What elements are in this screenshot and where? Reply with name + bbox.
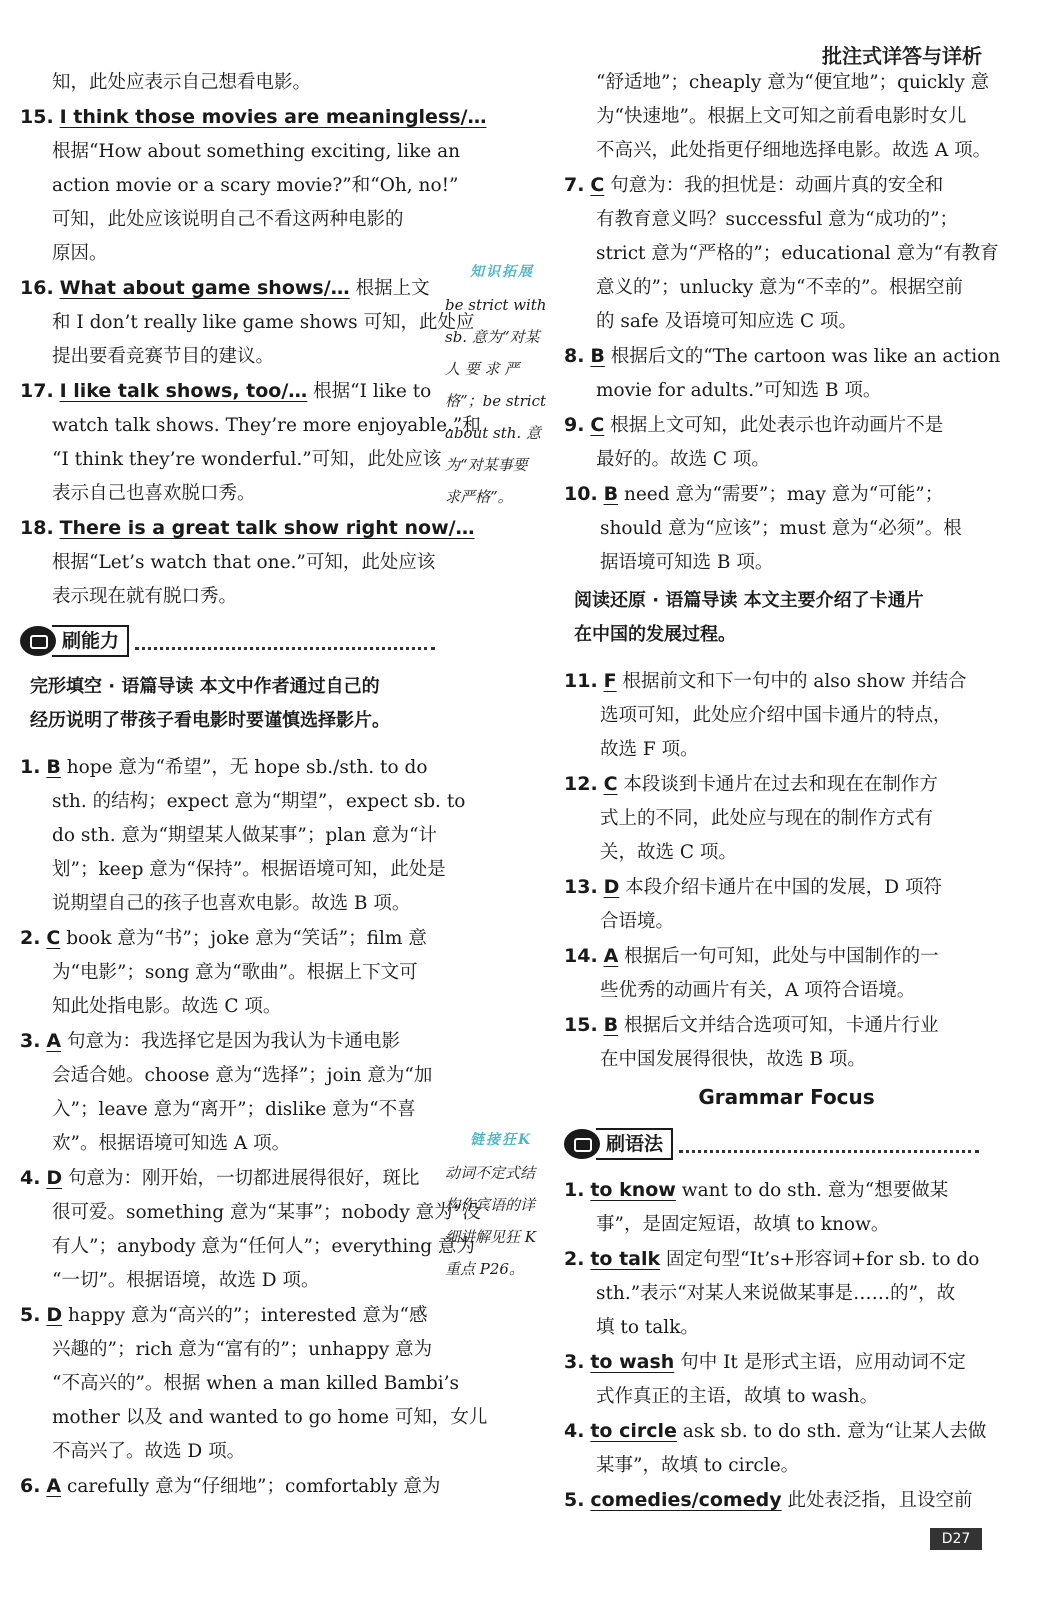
explanation-text: 为“电影”；song 意为“歌曲”。根据上下文可 [52,962,418,983]
margin-note-line: 为“对某事要 [445,456,528,474]
text-line [564,546,979,580]
explanation-text: 些优秀的动画片有关，A 项符合语境。 [600,980,916,1001]
section-badge [20,624,435,658]
text-line [20,853,446,887]
item-number: 2. [20,927,41,949]
text-line [564,237,999,271]
answer-item [564,1008,979,1043]
text-line [564,836,979,870]
text-line [20,477,435,511]
answer-text: A [46,1475,62,1497]
answer-text: F [603,670,617,692]
text-line [20,887,435,921]
explanation-text: 根据“I like to [313,381,432,402]
text-line [20,409,481,443]
item-number: 12. [564,773,598,795]
item-number: 18. [20,517,54,539]
explanation-text: book 意为“书”；joke 意为“笑话”；film 意 [66,928,427,949]
answer-item [20,511,475,546]
explanation-text: 本段介绍卡通片在中国的发展，D 项符 [625,877,942,898]
text-line [20,135,461,169]
section-description: 在中国的发展过程。 [574,624,736,645]
explanation-text: 表示自己也喜欢脱口秀。 [52,483,256,504]
answer-item [564,1483,979,1518]
text-line [564,974,979,1008]
answer-text: to talk [590,1248,661,1270]
explanation-text: “舒适地”；cheaply 意为“便宜地”；quickly 意 [596,72,990,93]
text-line [20,580,435,614]
explanation-text: “I think they’re wonderful.”可知，此处应该 [52,449,442,470]
answer-text: D [603,876,620,898]
section-badge [564,1127,979,1161]
explanation-text: 提出要看竞赛节目的建议。 [52,346,275,367]
text-line [20,1264,435,1298]
item-number: 6. [20,1475,41,1497]
answer-text: A [46,1030,62,1052]
text-line [20,1127,435,1161]
margin-note-title: 链接狂K [470,1132,533,1148]
text-line [20,546,435,580]
margin-note-line: 人 要 求 严 [445,360,520,378]
margin-note-line: 细讲解见狂 K [445,1228,536,1246]
answer-item [564,168,979,203]
text-line [564,305,979,339]
text-line [20,237,435,271]
text-line [564,374,979,408]
text-line [564,699,979,733]
explanation-text: sth.”表示“对某人来说做某事是……的”，故 [596,1283,956,1304]
explanation-text: carefully 意为“仔细地”；comfortably 意为 [66,1476,441,1497]
book-icon [20,626,56,656]
explanation-text: should 意为“应该”；must 意为“必须”。根 [600,518,962,539]
explanation-text: 根据上文 [355,278,430,299]
explanation-text: 句中 It 是形式主语，应用动词不定 [680,1352,966,1373]
text-line [564,1277,979,1311]
explanation-text: 说期望自己的孩子也喜欢电影。故选 B 项。 [52,893,411,914]
explanation-text: 式上的不同，此处应与现在的制作方式有 [600,808,934,829]
answer-text: C [46,927,61,949]
answer-item [20,1161,435,1196]
text-line [564,802,979,836]
answer-item [20,921,435,956]
item-number: 5. [564,1489,585,1511]
answer-text: What about game shows/… [59,277,350,299]
header-title: 批注式详答与详析 [822,44,982,68]
answer-text: C [603,773,618,795]
explanation-text: 此处表泛指，且设空前 [787,1490,973,1511]
margin-note-line: 格”；be strict [445,392,547,410]
text-line [564,1311,979,1345]
answer-text: B [603,1014,619,1036]
item-number: 1. [20,756,41,778]
page-number: D27 [930,1528,982,1550]
answer-text: C [590,414,605,436]
answer-text: to wash [590,1351,675,1373]
answer-text: comedies/comedy [590,1489,782,1511]
explanation-text: 欢”。根据语境可知选 A 项。 [52,1133,291,1154]
answer-text: to circle [590,1420,677,1442]
explanation-text: happy 意为“高兴的”；interested 意为“感 [68,1305,428,1326]
answer-text: A [603,945,619,967]
explanation-text: 很可爱。something 意为“某事”；nobody 意为“没 [52,1202,481,1223]
explanation-text: 的 safe 及语境可知应选 C 项。 [596,311,857,332]
section-intro [30,670,435,738]
explanation-text: do sth. 意为“期望某人做某事”；plan 意为“计 [52,825,437,846]
text-line [564,512,979,546]
explanation-text: 句意为：刚开始，一切都进展得很好，斑比 [68,1168,420,1189]
answer-text: B [603,483,619,505]
item-number: 11. [564,670,598,692]
answer-item [20,1298,435,1333]
explanation-text: mother 以及 and wanted to go home 可知，女儿 [52,1407,488,1428]
section-intro-line [574,584,979,618]
explanation-text: 根据后文并结合选项可知，卡通片行业 [623,1015,939,1036]
section-description: 本文主要介绍了卡通片 [743,590,924,611]
section-description: 本文中作者通过自己的 [199,676,380,697]
right-column [564,66,1001,1518]
text-line [20,1367,460,1401]
item-number: 7. [564,174,585,196]
explanation-text: 根据前文和下一句中的 also show 并结合 [622,671,967,692]
explanation-text: 式作真正的主语，故填 to wash。 [596,1386,879,1407]
explanation-text: 合语境。 [600,911,675,932]
dotted-divider [679,1136,979,1153]
explanation-text: 故选 F 项。 [600,739,699,760]
explanation-text: need 意为“需要”；may 意为“可能”； [623,484,944,505]
explanation-text: 根据后一句可知，此处与中国制作的一 [624,946,939,967]
explanation-text: action movie or a scary movie?”和“Oh, no!” [52,175,459,196]
item-number: 15. [20,106,54,128]
item-number: 14. [564,945,598,967]
margin-note-line: be strict with [445,296,547,314]
item-number: 4. [20,1167,41,1189]
explanation-text: 划”；keep 意为“保持”。根据语境可知，此处是 [52,859,446,880]
margin-note-line: 构作宾语的详 [445,1196,536,1214]
text-line [564,1380,979,1414]
explanation-text: 知此处指电影。故选 C 项。 [52,996,282,1017]
section-label: 完形填空 · 语篇导读 [30,676,194,697]
margin-notes-column [445,255,557,1285]
answer-item [564,870,979,905]
item-number: 5. [20,1304,41,1326]
section-intro-line [30,704,435,738]
explanation-text: 意义的”；unlucky 意为“不幸的”。根据空前 [596,277,963,298]
explanation-text: 据语境可知选 B 项。 [600,552,774,573]
explanation-text: 某事”，故填 to circle。 [596,1455,800,1476]
answer-text: I like talk shows, too/… [59,380,308,402]
explanation-text: 本段谈到卡通片在过去和现在在制作方 [623,774,938,795]
text-line [20,1093,435,1127]
book-icon [564,1129,600,1159]
explanation-text: want to do sth. 意为“想要做某 [681,1180,949,1201]
answer-item [20,1024,435,1059]
explanation-text: 可知，此处应该说明自己不看这两种电影的 [52,209,404,230]
answer-text: D [46,1304,63,1326]
text-line [564,100,979,134]
answer-item [564,664,979,699]
text-line [20,340,435,374]
explanation-text: 有人”；anybody 意为“任何人”；everything 意为 [52,1236,475,1257]
badge-label: 刷语法 [596,1128,673,1160]
answer-item [20,374,435,409]
text-line [20,169,459,203]
explanation-text: 根据“How about something exciting, like an [52,141,461,162]
answer-item [20,1469,441,1504]
section-intro-line [30,670,435,704]
text-line [564,66,990,100]
explanation-text: 选项可知，此处应介绍中国卡通片的特点， [600,705,952,726]
section-label: 阅读还原 · 语篇导读 [574,590,738,611]
margin-note-line: 动词不定式结 [445,1164,536,1182]
text-line [564,1208,979,1242]
answer-text: There is a great talk show right now/… [59,517,475,539]
badge-label: 刷能力 [52,625,129,657]
text-line [20,785,466,819]
item-number: 1. [564,1179,585,1201]
item-number: 4. [564,1420,585,1442]
answer-item [564,408,979,443]
explanation-text: ask sb. to do sth. 意为“让某人去做 [682,1421,987,1442]
item-number: 16. [20,277,54,299]
margin-note-line: 重点 P26。 [445,1260,524,1278]
text-line [20,956,435,990]
answer-text: to know [590,1179,676,1201]
grammar-focus-title: Grammar Focus [698,1085,875,1109]
text-line [564,905,979,939]
text-line [20,1333,435,1367]
explanation-text: 根据后文的“The cartoon was like an action [610,346,1001,367]
text-line [20,819,435,853]
item-number: 8. [564,345,585,367]
explanation-text: hope 意为“希望”，无 hope sb./sth. to do [66,757,428,778]
answer-item [564,1173,979,1208]
explanation-text: 关，故选 C 项。 [600,842,737,863]
answer-item [20,271,435,306]
explanation-text: strict 意为“严格的”；educational 意为“有教育 [596,243,999,264]
item-number: 15. [564,1014,598,1036]
text-line [20,990,435,1024]
explanation-text: 表示现在就有脱口秀。 [52,586,238,607]
explanation-text: 根据上文可知，此处表示也许动画片不是 [610,415,944,436]
item-number: 13. [564,876,598,898]
explanation-text: 有教育意义吗？successful 意为“成功的”； [596,209,959,230]
answer-text: B [46,756,61,778]
explanation-text: sth. 的结构；expect 意为“期望”，expect sb. to [52,791,466,812]
answer-item [564,1345,979,1380]
answer-item [564,1414,987,1449]
explanation-text: 原因。 [52,243,108,264]
text-line [564,271,979,305]
answer-item [564,339,1001,374]
explanation-text: 兴趣的”；rich 意为“富有的”；unhappy 意为 [52,1339,433,1360]
explanation-text: movie for adults.”可知选 B 项。 [596,380,882,401]
margin-note-line: sb. 意为“对某 [445,328,540,346]
text-line [564,733,979,767]
text-line [564,1449,979,1483]
text-line [20,306,475,340]
text-line [20,203,435,237]
text-line [20,1059,435,1093]
explanation-text: “一切”。根据语境，故选 D 项。 [52,1270,320,1291]
text-line [20,1230,475,1264]
answer-text: I think those movies are meaningless/… [59,106,487,128]
margin-note-title: 知识拓展 [470,264,534,280]
item-number: 9. [564,414,585,436]
explanation-text: 为“快速地”。根据上文可知之前看电影时女儿 [596,106,967,127]
margin-note [445,255,557,513]
text-line [20,66,435,100]
text-line [564,203,979,237]
text-line [20,1435,435,1469]
explanation-text: 知，此处应表示自己想看电影。 [52,72,312,93]
explanation-text: watch talk shows. They’re more enjoyable.”和 [52,415,481,436]
answer-item [564,767,979,802]
answer-text: B [590,345,605,367]
item-number: 3. [564,1351,585,1373]
item-number: 10. [564,483,598,505]
explanation-text: 事”，是固定短语，故填 to know。 [596,1214,890,1235]
explanation-text: 不高兴，此处指更仔细地选择电影。故选 A 项。 [596,140,992,161]
explanation-text: 填 to talk。 [596,1317,699,1338]
explanation-text: 句意为：我的担忧是：动画片真的安全和 [610,175,944,196]
item-number: 3. [20,1030,41,1052]
text-line [20,1401,488,1435]
text-line [564,134,992,168]
explanation-text: 不高兴了。故选 D 项。 [52,1441,246,1462]
answer-item [20,100,487,135]
explanation-text: 最好的。故选 C 项。 [596,449,770,470]
margin-note [445,1123,557,1285]
dotted-divider [135,633,435,650]
answer-item [564,477,979,512]
explanation-text: “不高兴的”。根据 when a man killed Bambi’s [52,1373,460,1394]
explanation-text: 固定句型“It’s+形容词+for sb. to do [666,1249,980,1270]
section-description: 经历说明了带孩子看电影时要谨慎选择影片。 [30,710,390,731]
explanation-text: 根据“Let’s watch that one.”可知，此处应该 [52,552,436,573]
text-line [20,443,442,477]
answer-text: D [46,1167,63,1189]
answer-text: C [590,174,605,196]
text-line [564,1043,979,1077]
section-intro [574,584,979,652]
explanation-text: 和 I don’t really like game shows 可知，此处应 [52,312,475,333]
margin-note-line: 求严格”。 [445,488,513,506]
section-intro-line [574,618,979,652]
text-line [20,1196,481,1230]
answer-item [20,750,435,785]
explanation-text: 句意为：我选择它是因为我认为卡通电影 [66,1031,400,1052]
explanation-text: 在中国发展得很快，故选 B 项。 [600,1049,866,1070]
explanation-text: 会适合她。choose 意为“选择”；join 意为“加 [52,1065,433,1086]
explanation-text: 入”；leave 意为“离开”；dislike 意为“不喜 [52,1099,416,1120]
margin-note-line: about sth. 意 [445,424,541,442]
answer-item [564,939,979,974]
item-number: 2. [564,1248,585,1270]
text-line [564,443,979,477]
answer-item [564,1242,979,1277]
item-number: 17. [20,380,54,402]
